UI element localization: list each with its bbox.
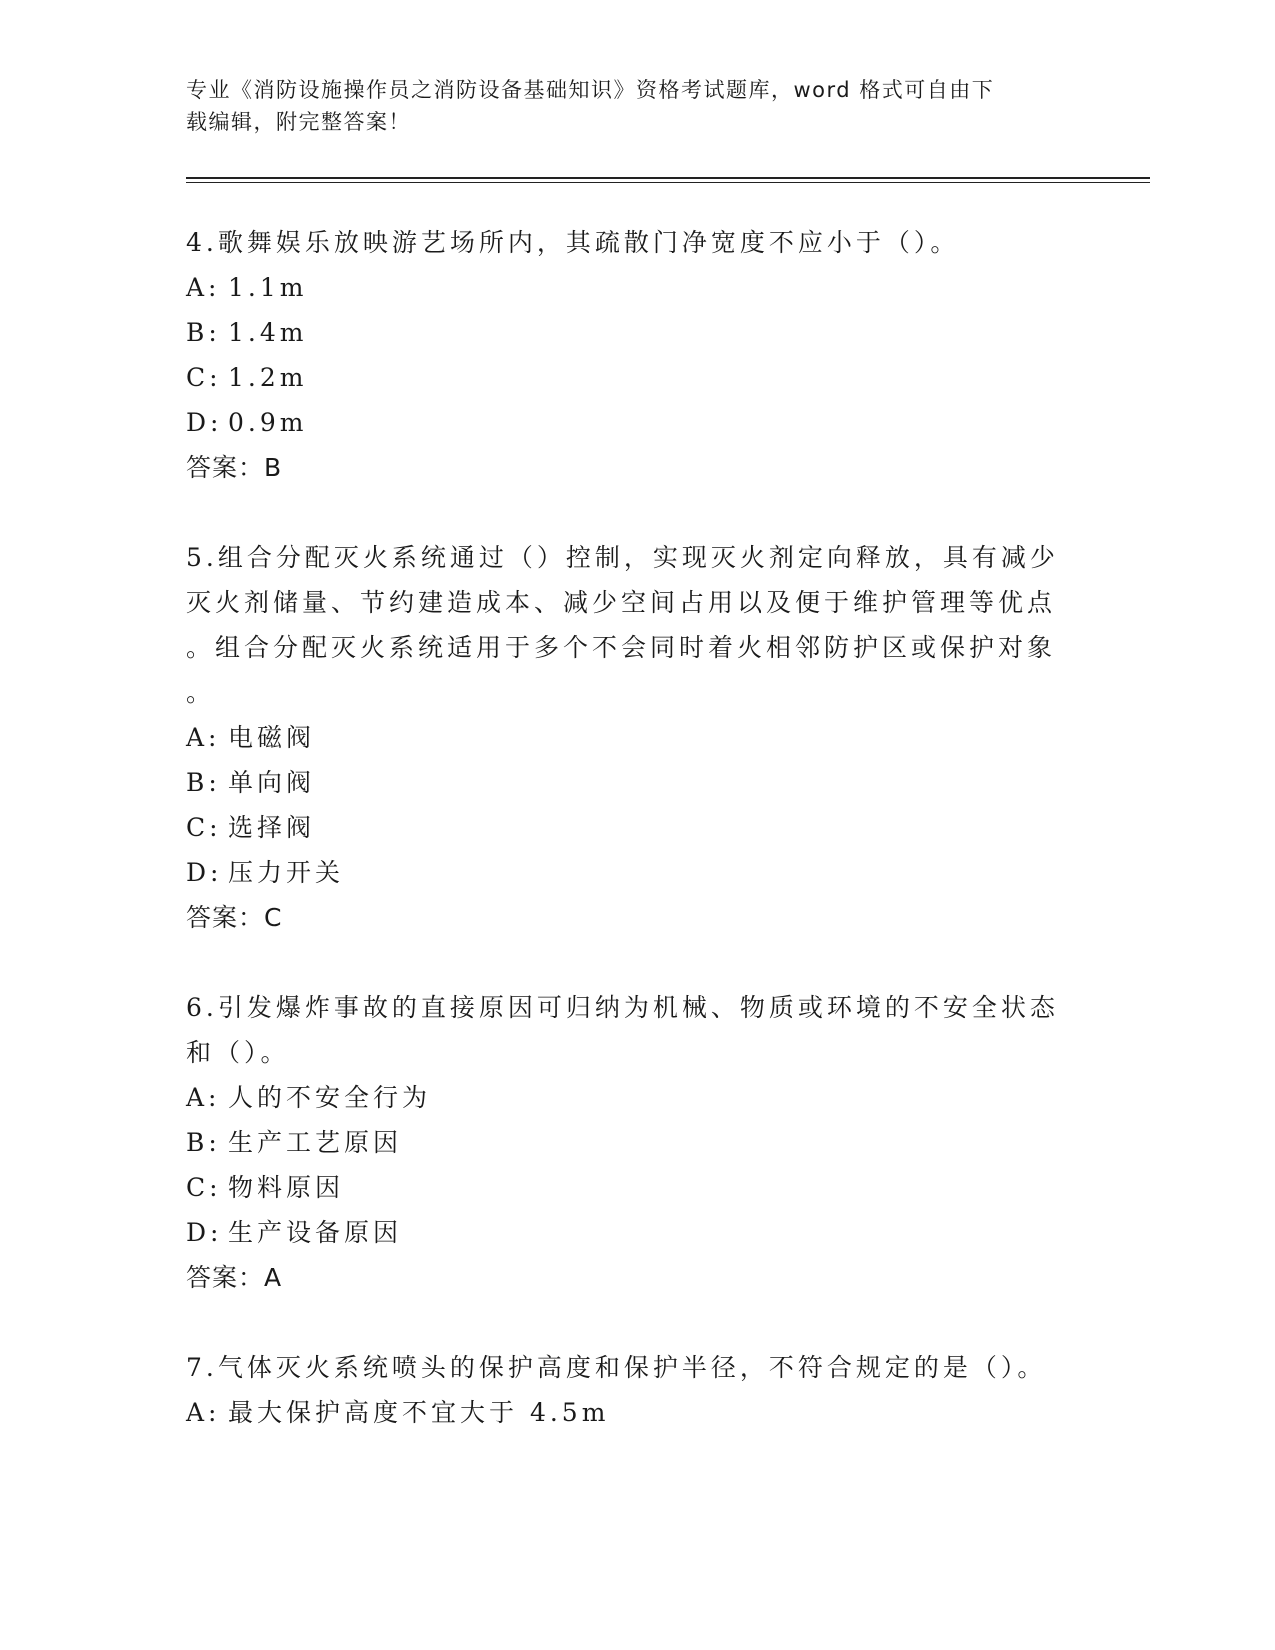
option-label: A: [186,273,221,302]
option-label: D: [186,1218,223,1247]
document-header [186,74,1066,138]
header-line-2: 载编辑，附完整答案！ [186,110,411,134]
answer-option [186,760,1066,805]
answer-option [186,1210,1066,1255]
question-block [186,220,1066,490]
question-block [186,985,1066,1300]
answer-option [186,1120,1066,1165]
option-label: C: [186,1173,222,1202]
answer-option [186,400,1066,445]
option-label: A: [186,1083,221,1112]
option-label: C: [186,813,222,842]
answer-option [186,355,1066,400]
answer-option [186,715,1066,760]
answer-option [186,1390,1066,1435]
header-divider-thick [186,177,1150,179]
option-label: B: [186,768,221,797]
question-stem-line: 。组合分配灭火系统适用于多个不会同时着火相邻防护区或保护对象 [186,633,1057,662]
option-text: 电磁阀 [228,723,316,752]
option-text: 生产设备原因 [228,1218,403,1247]
question-stem-line: 。 [186,678,216,707]
header-divider-thin [186,182,1150,183]
option-text: 最大保护高度不宜大于 4.5m [228,1398,610,1427]
question-stem-line: 7.气体灭火系统喷头的保护高度和保护半径，不符合规定的是（）。 [186,1353,1047,1382]
question-block [186,1345,1066,1435]
answer-key: 答案：A [186,1263,283,1292]
option-text: 选择阀 [228,813,316,842]
option-text: 1.1m [228,273,308,302]
question-stem-line: 4.歌舞娱乐放映游艺场所内，其疏散门净宽度不应小于（）。 [186,228,960,257]
option-text: 压力开关 [228,858,345,887]
question-list [186,220,1066,1480]
option-text: 1.2m [228,363,308,392]
answer-option [186,1075,1066,1120]
answer-option [186,265,1066,310]
answer-option [186,1165,1066,1210]
option-label: D: [186,858,223,887]
answer-key: 答案：B [186,453,283,482]
question-block [186,535,1066,940]
answer-option [186,805,1066,850]
header-line-1: 专业《消防设施操作员之消防设备基础知识》资格考试题库，word 格式可自由下 [186,78,995,102]
option-text: 人的不安全行为 [228,1083,432,1112]
option-label: A: [186,1398,221,1427]
question-stem-line: 6.引发爆炸事故的直接原因可归纳为机械、物质或环境的不安全状态 [186,993,1059,1022]
option-text: 单向阀 [228,768,316,797]
option-text: 物料原因 [228,1173,345,1202]
option-label: B: [186,1128,221,1157]
option-label: A: [186,723,221,752]
option-text: 1.4m [228,318,308,347]
option-text: 0.9m [228,408,308,437]
answer-option [186,310,1066,355]
option-label: B: [186,318,221,347]
question-stem-line: 5.组合分配灭火系统通过（）控制，实现灭火剂定向释放，具有减少 [186,543,1059,572]
option-label: D: [186,408,223,437]
question-stem-line: 灭火剂储量、节约建造成本、减少空间占用以及便于维护管理等优点 [186,588,1057,617]
option-label: C: [186,363,222,392]
option-text: 生产工艺原因 [228,1128,403,1157]
question-stem-line: 和（）。 [186,1038,290,1067]
answer-option [186,850,1066,895]
answer-key: 答案：C [186,903,283,932]
